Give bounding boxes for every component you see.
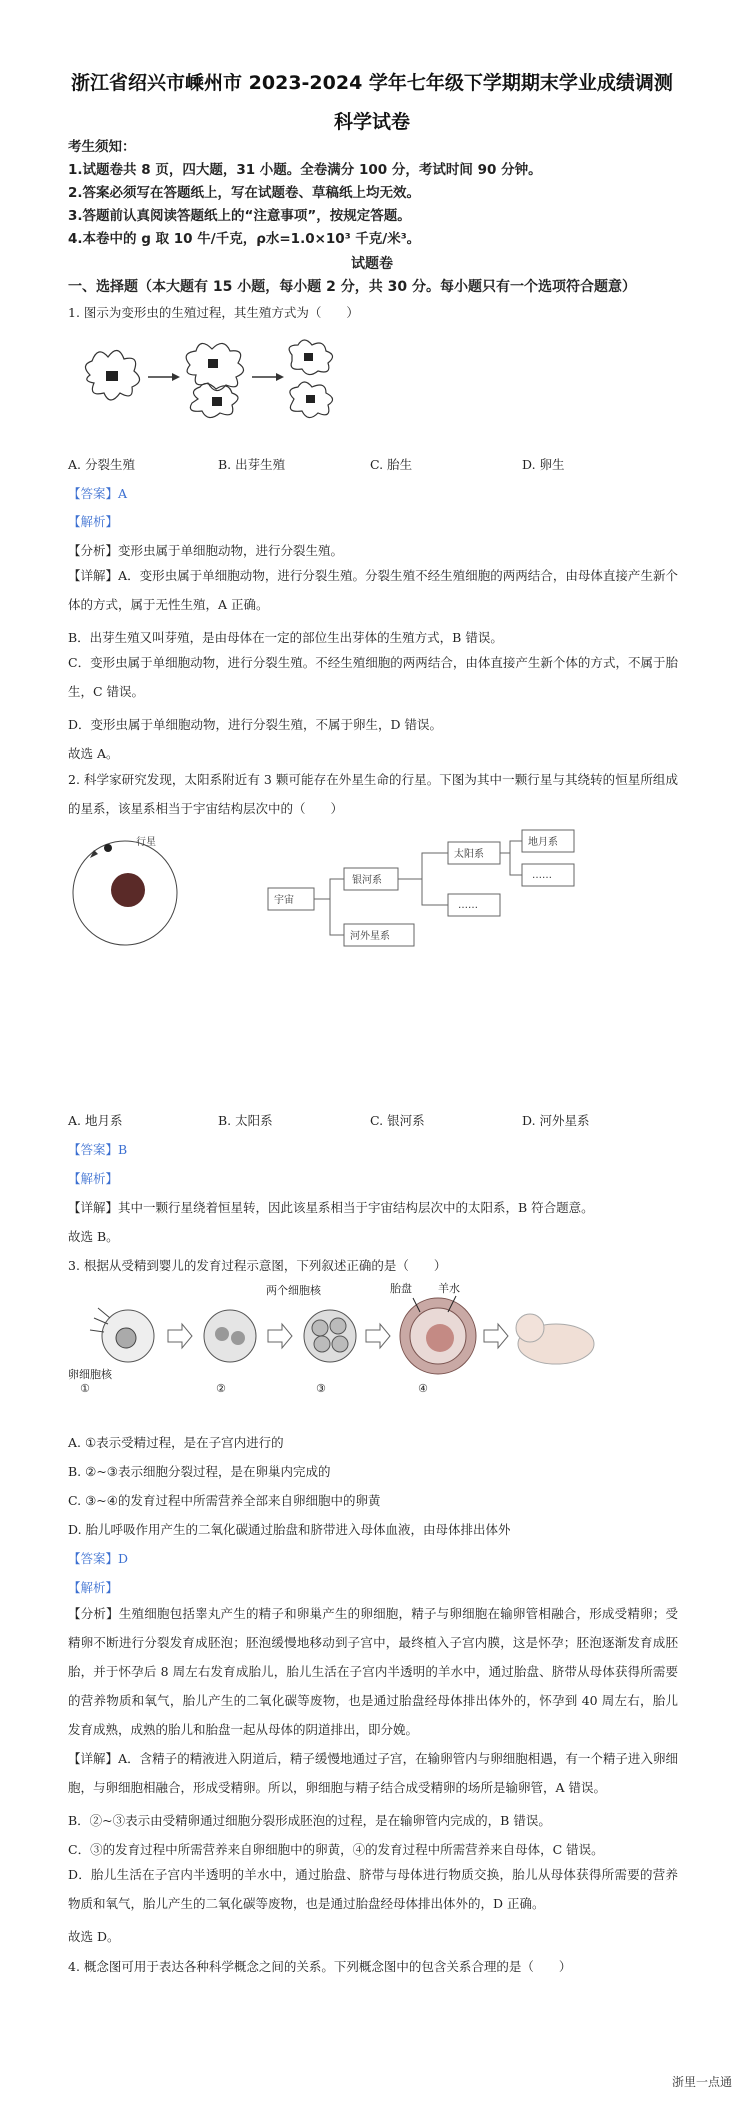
paper-label: 试题卷	[351, 256, 393, 272]
dots-label: ……	[458, 900, 478, 911]
option-a: A. ①表示受精过程，是在子宫内进行的	[68, 1435, 284, 1450]
analysis-text: 【分析】生殖细胞包括睾丸产生的精子和卵巢产生的卵细胞，精子与卵细胞在输卵管相融合，形成受精卵；受精卵不断进行分裂发育成胚泡；胚泡缓慢地移动到子宫中，最终植入子宫内膜，这是怀孕；胚泡逐渐发育成胚胎，并于怀孕后 8 周左右发育成胎儿，胎儿生活在子宫内半透明的羊水中，通过胎盘、脐带从母体获得所需要的营养物质和氧气，胎儿产生的二氧化碳等废物，也是通过胎盘经母体排出体外的，怀孕到 40 周左右，胎儿发育成熟，成熟的胎儿和胎盘一起从母体的阴道排出，即分娩。	[68, 1606, 678, 1737]
option-d: D. 卵生	[522, 457, 565, 472]
placenta-label: 胎盘	[390, 1282, 412, 1295]
analysis-text: 【分析】变形虫属于单细胞动物，进行分裂生殖。	[68, 543, 344, 558]
analysis-text: 【详解】A．含精子的精液进入阴道后，精子缓慢地通过子宫，在输卵管内与卵细胞相遇，有一个精子进入卵细胞，与卵细胞相融合，形成受精卵。所以，卵细胞与精子结合成受精卵的场所是输卵管，A 错误。	[68, 1751, 678, 1795]
answer-label: 【答案】B	[68, 1142, 128, 1157]
option-c: C. 胎生	[370, 457, 413, 472]
option-b: B. ②~③表示细胞分裂过程，是在卵巢内完成的	[68, 1464, 331, 1479]
galaxy-label: 银河系	[352, 875, 382, 886]
notice-item: 3.答题前认真阅读答题纸上的“注意事项”，按规定答题。	[68, 208, 411, 224]
notice-item: 4.本卷中的 g 取 10 牛/千克，ρ水=1.0×10³ 千克/米³。	[68, 231, 421, 247]
analysis-text: B．②~③表示由受精卵通过细胞分裂形成胚泡的过程，是在输卵管内完成的，B 错误。	[68, 1813, 551, 1828]
step-label: ②	[216, 1382, 226, 1395]
step-label: ④	[418, 1382, 428, 1395]
planet-icon	[104, 844, 112, 852]
answer-label: 【答案】D	[68, 1551, 129, 1566]
amoeba-nucleus	[212, 397, 222, 406]
analysis-text: 故选 B。	[68, 1229, 119, 1244]
two-nuclei-label: 两个细胞核	[266, 1284, 321, 1297]
arrow-icon	[484, 1324, 508, 1348]
question-stem: 4. 概念图可用于表达各种科学概念之间的关系。下列概念图中的包含关系合理的是（ ）	[68, 1959, 572, 1974]
analysis-text: C．③的发育过程中所需营养来自卵细胞中的卵黄，④的发育过程中所需营养来自母体，C 错误。	[68, 1842, 604, 1857]
analysis-text: 【详解】A．变形虫属于单细胞动物，进行分裂生殖。分裂生殖不经生殖细胞的两两结合，由母体直接产生新个体的方式，属于无性生殖，A 正确。	[68, 568, 678, 612]
planet-label: 行星	[136, 837, 156, 848]
amoeba-nucleus	[306, 395, 315, 403]
step-label: ③	[316, 1382, 326, 1395]
star	[111, 873, 145, 907]
option-b: B. 出芽生殖	[218, 457, 286, 472]
amoeba-nucleus	[106, 371, 118, 381]
analysis-label: 【解析】	[68, 1171, 119, 1186]
answer-label: 【答案】A	[68, 486, 128, 501]
amoeba-nucleus	[304, 353, 313, 361]
option-c: C. ③~④的发育过程中所需营养全部来自卵细胞中的卵黄	[68, 1493, 381, 1508]
section-heading: 一、选择题（本大题有 15 小题，每小题 2 分，共 30 分。每小题只有一个选项符合题意）	[68, 279, 636, 295]
notice-heading: 考生须知：	[68, 139, 136, 155]
amoeba-figure	[80, 335, 380, 425]
analysis-text: D．变形虫属于单细胞动物，进行分裂生殖，不属于卵生，D 错误。	[68, 717, 443, 732]
earth-moon-label: 地月系	[528, 837, 558, 848]
question-stem: 1. 图示为变形虫的生殖过程，其生殖方式为（ ）	[68, 305, 359, 320]
arrow-icon	[366, 1324, 390, 1348]
notice-item: 1.试题卷共 8 页，四大题，31 小题。全卷满分 100 分，考试时间 90 分钟。	[68, 162, 542, 178]
analysis-text: B．出芽生殖又叫芽殖，是由母体在一定的部位生出芽体的生殖方式，B 错误。	[68, 630, 503, 645]
option-b: B. 太阳系	[218, 1113, 273, 1128]
dots-label: ……	[532, 870, 552, 881]
development-figure	[68, 1278, 608, 1396]
analysis-label: 【解析】	[68, 514, 119, 529]
galaxy-diagram	[70, 828, 590, 978]
amnion-label: 羊水	[438, 1282, 460, 1295]
option-d: D. 胎儿呼吸作用产生的二氧化碳通过胎盘和脐带进入母体血液，由母体排出体外	[68, 1522, 511, 1537]
analysis-text: C．变形虫属于单细胞动物，进行分裂生殖。不经生殖细胞的两两结合，由体直接产生新个体的方式，不属于胎生，C 错误。	[68, 655, 678, 699]
morula-cell	[304, 1310, 356, 1362]
zygote-cell	[204, 1310, 256, 1362]
question-stem: 3. 根据从受精到婴儿的发育过程示意图，下列叙述正确的是（ ）	[68, 1258, 447, 1273]
option-d: D. 河外星系	[522, 1113, 590, 1128]
arrow-icon	[148, 373, 180, 381]
exam-title: 浙江省绍兴市嵊州市 2023-2024 学年七年级下学期期末学业成绩调测	[71, 72, 673, 94]
analysis-label: 【解析】	[68, 1580, 119, 1595]
analysis-text: 故选 A。	[68, 746, 119, 761]
analysis-text: 故选 D。	[68, 1929, 120, 1944]
analysis-text: D．胎儿生活在子宫内半透明的羊水中，通过胎盘、脐带与母体进行物质交换，胎儿从母体获得所需要的营养物质和氧气，胎儿产生的二氧化碳等废物，也是通过胎盘经母体排出体外的，D 正确。	[68, 1867, 678, 1911]
egg-nucleus-label: 卵细胞核	[68, 1368, 112, 1381]
footer-watermark: 浙里一点通	[671, 2075, 732, 2089]
option-a: A. 地月系	[68, 1113, 123, 1128]
universe-label: 宇宙	[274, 895, 294, 906]
arrow-icon	[268, 1324, 292, 1348]
analysis-text: 【详解】其中一颗行星绕着恒星转，因此该星系相当于宇宙结构层次中的太阳系，B 符合题意。	[68, 1200, 594, 1215]
amoeba-nucleus	[208, 359, 218, 368]
question-stem: 2. 科学家研究发现，太阳系附近有 3 颗可能存在外星生命的行星。下图为其中一颗行星与其绕转的恒星所组成的星系，该星系相当于宇宙结构层次中的（ ）	[68, 772, 678, 816]
arrow-icon	[168, 1324, 192, 1348]
amoeba-cell	[186, 343, 243, 417]
extragalactic-label: 河外星系	[350, 931, 390, 942]
option-a: A. 分裂生殖	[68, 457, 135, 472]
option-c: C. 银河系	[370, 1113, 425, 1128]
step-label: ①	[80, 1382, 90, 1395]
arrow-icon	[252, 373, 284, 381]
solar-label: 太阳系	[454, 849, 484, 860]
exam-subtitle: 科学试卷	[333, 111, 410, 133]
amoeba-cell	[289, 340, 332, 418]
notice-item: 2.答案必须写在答题纸上，写在试题卷、草稿纸上均无效。	[68, 185, 421, 201]
